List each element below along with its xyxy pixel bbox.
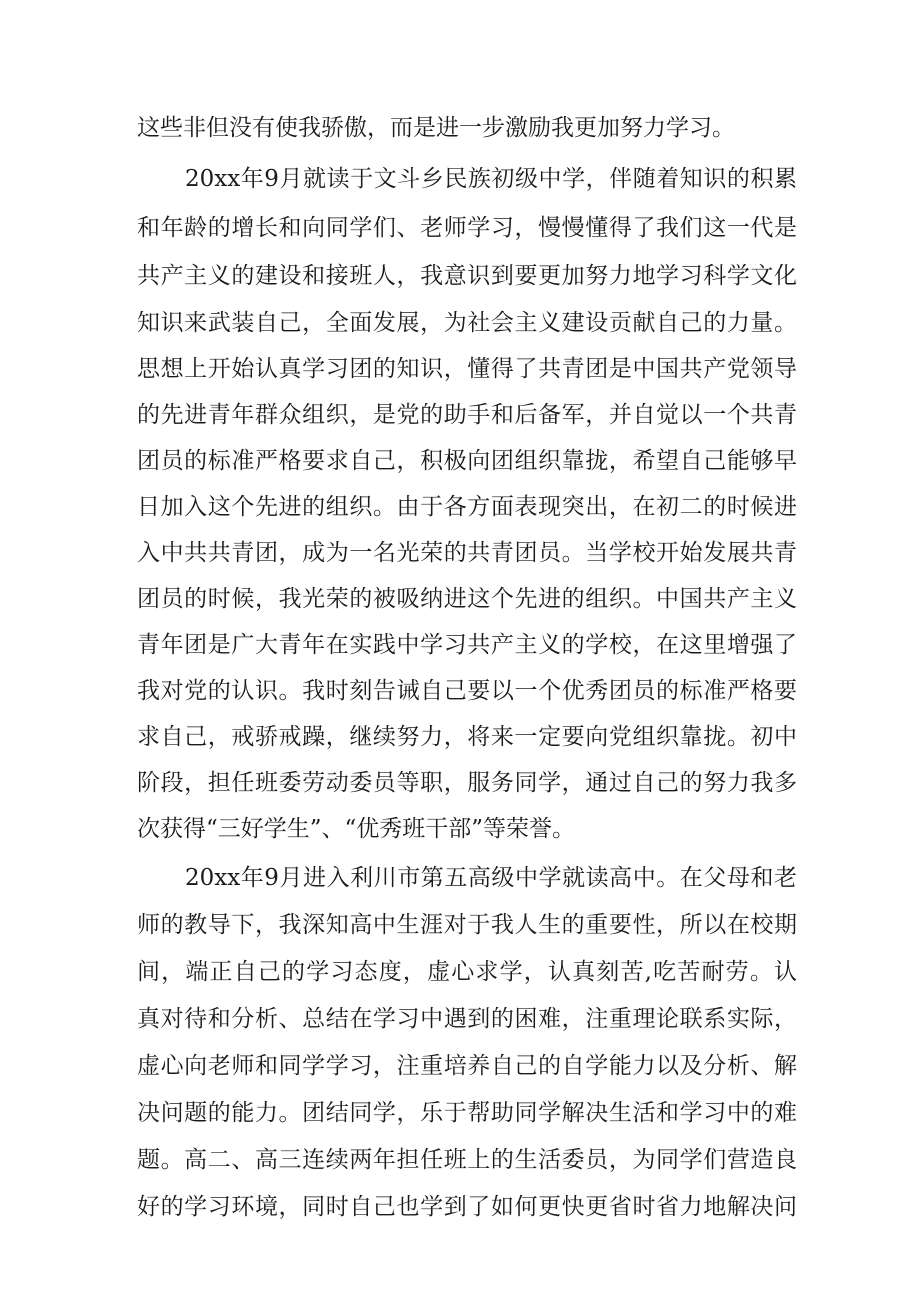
- text-line-15: 阶段，担任班委劳动委员等职，服务同学，通过自己的努力我多: [137, 770, 797, 796]
- text-line-4: 共产主义的建设和接班人，我意识到要更加努力地学习科学文化: [137, 263, 797, 289]
- text-line-23: 题。高二、高三连续两年担任班上的生活委员，为同学们营造良: [137, 1147, 797, 1173]
- text-line-11: 团员的时候，我光荣的被吸纳进这个先进的组织。中国共产主义: [137, 586, 797, 612]
- paragraph-start-line-2: 20xx年9月就读于文斗乡民族初级中学，伴随着知识的积累: [185, 166, 797, 192]
- text-line-16: 次获得“三好学生”、“优秀班干部”等荣誉。: [137, 816, 576, 842]
- text-line-13: 我对党的认识。我时刻告诫自己要以一个优秀团员的标准严格要: [137, 678, 797, 704]
- text-line-19: 间，端正自己的学习态度，虚心求学，认真刻苦,吃苦耐劳。认: [137, 959, 797, 985]
- text-line-6: 思想上开始认真学习团的知识，懂得了共青团是中国共产党领导: [137, 356, 797, 382]
- text-line-20: 真对待和分析、总结在学习中遇到的困难，注重理论联系实际，: [137, 1006, 797, 1032]
- text-line-22: 决问题的能力。团结同学，乐于帮助同学解决生活和学习中的难: [137, 1100, 797, 1126]
- text-line-9: 日加入这个先进的组织。由于各方面表现突出，在初二的时候进: [137, 494, 797, 520]
- paragraph-start-line-17: 20xx年9月进入利川市第五高级中学就读高中。在父母和老: [185, 865, 797, 891]
- text-line-3: 和年龄的增长和向同学们、老师学习，慢慢懂得了我们这一代是: [137, 215, 797, 241]
- text-line-18: 师的教导下，我深知高中生涯对于我人生的重要性，所以在校期: [137, 912, 797, 938]
- text-line-8: 团员的标准严格要求自己，积极向团组织靠拢，希望自己能够早: [137, 448, 797, 474]
- text-line-12: 青年团是广大青年在实践中学习共产主义的学校，在这里增强了: [137, 632, 797, 658]
- text-line-21: 虚心向老师和同学学习，注重培养自己的自学能力以及分析、解: [137, 1053, 797, 1079]
- text-line-10: 入中共共青团，成为一名光荣的共青团员。当学校开始发展共青: [137, 540, 797, 566]
- text-line-1: 这些非但没有使我骄傲，而是进一步激励我更加努力学习。: [137, 115, 735, 141]
- text-line-14: 求自己，戒骄戒躁，继续努力，将来一定要向党组织靠拢。初中: [137, 724, 797, 750]
- text-line-5: 知识来武装自己，全面发展，为社会主义建设贡献自己的力量。: [137, 310, 797, 336]
- text-line-7: 的先进青年群众组织，是党的助手和后备军，并自觉以一个共青: [137, 402, 797, 428]
- text-line-24: 好的学习环境，同时自己也学到了如何更快更省时省力地解决问: [137, 1194, 797, 1220]
